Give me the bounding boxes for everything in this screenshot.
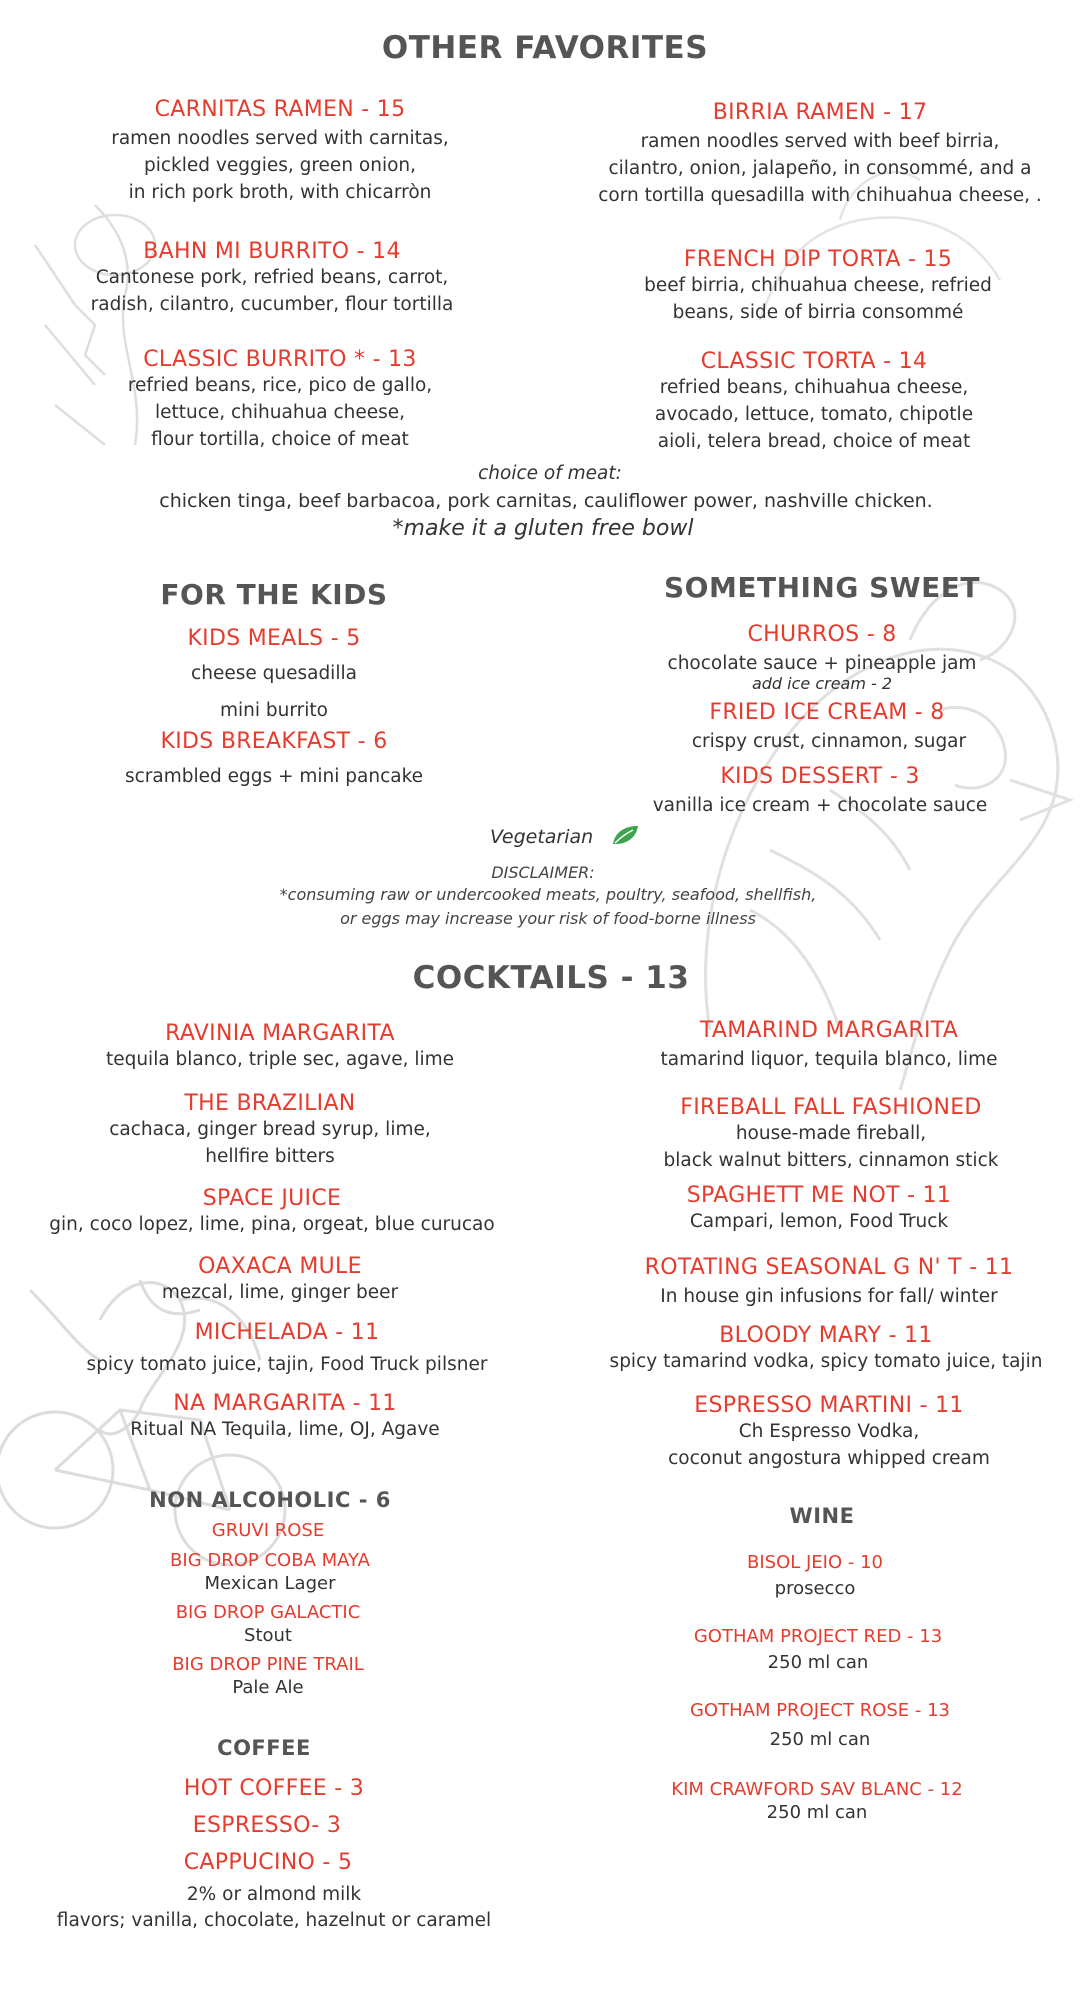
coffee-heading: COFFEE: [217, 1736, 311, 1760]
cocktail-michelada: [87, 1320, 488, 1378]
cappucino-milk-options: 2% or almond milk: [186, 1884, 362, 1905]
desc-line: mezcal, lime, ginger beer: [161, 1282, 399, 1303]
other-favorites-heading: OTHER FAVORITES: [381, 30, 709, 66]
cocktail-ravinia-margarita: [106, 1021, 454, 1073]
cocktail-spaghett-me-not: [687, 1183, 951, 1235]
cocktail-espresso-martini: [668, 1393, 990, 1472]
item-name: BISOL JEIO - 10: [746, 1552, 884, 1573]
disclaimer-line-1: *consuming raw or undercooked meats, poultry, seafood, shellfish,: [279, 885, 817, 904]
item-name: GOTHAM PROJECT ROSE - 13: [689, 1700, 951, 1721]
kids-dessert-desc: vanilla ice cream + chocolate sauce: [652, 795, 988, 816]
cocktail-the-brazilian: [109, 1091, 431, 1170]
desc-line: beef birria, chihuahua cheese, refried: [644, 275, 992, 296]
item-name: TAMARIND MARGARITA: [699, 1018, 959, 1043]
item-desc: [130, 1416, 439, 1443]
item-name: BLOODY MARY - 11: [719, 1323, 933, 1348]
desc-line: corn tortilla quesadilla with chihuahua cheese, .: [598, 185, 1042, 206]
item-desc: [687, 1208, 951, 1235]
fried-ice-cream-name: FRIED ICE CREAM - 8: [709, 700, 945, 725]
desc-line: black walnut bitters, cinnamon stick: [663, 1150, 999, 1171]
gluten-free-note: *make it a gluten free bowl: [392, 516, 694, 541]
cocktail-fireball-fall-fashioned: [664, 1095, 999, 1174]
item-name: SPAGHETT ME NOT - 11: [686, 1183, 952, 1208]
cocktail-rotating-seasonal-g-n-t: [645, 1255, 1014, 1310]
item-desc: [162, 1279, 398, 1306]
cappucino-name: CAPPUCINO - 5: [183, 1850, 353, 1875]
disclaimer-label: DISCLAIMER:: [491, 863, 595, 882]
desc-line: cilantro, onion, jalapeño, in consommé, and a: [608, 158, 1032, 179]
cocktails-heading: COCKTAILS - 13: [412, 960, 690, 996]
disclaimer-line-2: or eggs may increase your risk of food-borne illness: [340, 909, 756, 928]
desc-line: spicy tomato juice, tajin, Food Truck pilsner: [86, 1354, 488, 1375]
churros-desc: chocolate sauce + pineapple jam: [667, 653, 977, 674]
desc-line: flour tortilla, choice of meat: [151, 429, 409, 450]
kids-dessert-name: KIDS DESSERT - 3: [720, 764, 920, 789]
menu-item-bahn-mi-burrito: [91, 239, 454, 318]
desc-line: ramen noodles served with carnitas,: [111, 128, 449, 149]
for-the-kids-heading: FOR THE KIDS: [160, 578, 388, 611]
desc-line: avocado, lettuce, tomato, chipotle: [654, 404, 974, 425]
choice-of-meat-label: choice of meat:: [478, 463, 622, 484]
item-name: BIG DROP GALACTIC: [175, 1602, 361, 1623]
desc-line: ramen noodles served with beef birria,: [640, 131, 1000, 152]
item-desc: [655, 374, 973, 455]
na-big-drop-pine-trail: [172, 1654, 364, 1700]
item-name: BIG DROP COBA MAYA: [170, 1550, 370, 1571]
item-name: CARNITAS RAMEN - 15: [154, 97, 406, 122]
item-desc: [644, 272, 992, 326]
na-gruvi-rose-name: GRUVI ROSE: [211, 1520, 325, 1541]
wine-gotham-project-rose: [690, 1700, 950, 1752]
desc-line: hellfire bitters: [205, 1146, 335, 1167]
menu-item-birria-ramen: [598, 100, 1042, 209]
desc-line: house-made fireball,: [735, 1123, 927, 1144]
item-desc: [661, 1046, 998, 1073]
item-name: NA MARGARITA - 11: [173, 1391, 397, 1416]
desc-line: tamarind liquor, tequila blanco, lime: [660, 1049, 998, 1070]
item-name: CLASSIC TORTA - 14: [700, 349, 928, 374]
item-desc: [128, 372, 432, 453]
item-desc: 250 ml can: [767, 1652, 869, 1673]
desc-line: in rich pork broth, with chicarròn: [128, 182, 432, 203]
item-name: ROTATING SEASONAL G N' T - 11: [644, 1255, 1014, 1280]
kids-breakfast-desc: scrambled eggs + mini pancake: [124, 766, 424, 787]
item-desc: prosecco: [774, 1578, 856, 1599]
item-desc: Pale Ale: [232, 1677, 304, 1698]
item-desc: Mexican Lager: [204, 1573, 336, 1594]
item-desc: [610, 1348, 1043, 1375]
item-name: SPACE JUICE: [202, 1186, 342, 1211]
hot-coffee-name: HOT COFFEE - 3: [183, 1776, 365, 1801]
fried-ice-cream-desc: crispy crust, cinnamon, sugar: [691, 731, 967, 752]
wine-bisol-jeio: [747, 1552, 883, 1601]
item-name: RAVINIA MARGARITA: [165, 1021, 395, 1046]
item-name: FRENCH DIP TORTA - 15: [683, 247, 953, 272]
kids-meals-option-burrito: mini burrito: [220, 700, 328, 721]
desc-line: lettuce, chihuahua cheese,: [154, 402, 406, 423]
menu-item-classic-burrito: [128, 347, 432, 453]
espresso-name: ESPRESSO- 3: [192, 1813, 342, 1838]
item-name: BIRRIA RAMEN - 17: [712, 100, 928, 125]
cocktail-bloody-mary: [610, 1323, 1043, 1375]
churros-name: CHURROS - 8: [747, 622, 897, 647]
wine-kim-crawford-sav-blanc: [671, 1779, 962, 1825]
desc-line: pickled veggies, green onion,: [143, 155, 417, 176]
item-name: MICHELADA - 11: [194, 1320, 380, 1345]
cocktail-tamarind-margarita: [661, 1018, 998, 1073]
desc-line: Campari, lemon, Food Truck: [689, 1211, 949, 1232]
item-desc: [111, 125, 449, 206]
leaf-icon: [611, 824, 639, 850]
desc-line: Cantonese pork, refried beans, carrot,: [95, 267, 449, 288]
item-desc: [645, 1283, 1014, 1310]
cocktail-na-margarita: [130, 1391, 439, 1443]
item-desc: [87, 1351, 488, 1378]
menu-item-classic-torta: [655, 349, 973, 455]
desc-line: aioli, telera bread, choice of meat: [657, 431, 971, 452]
item-name: ESPRESSO MARTINI - 11: [694, 1393, 964, 1418]
item-desc: [109, 1116, 431, 1170]
desc-line: refried beans, rice, pico de gallo,: [127, 375, 433, 396]
desc-line: gin, coco lopez, lime, pina, orgeat, blue curucao: [49, 1214, 495, 1235]
desc-line: Ch Espresso Vodka,: [738, 1421, 920, 1442]
vegetarian-legend: [490, 824, 639, 850]
item-name: THE BRAZILIAN: [184, 1091, 356, 1116]
desc-line: radish, cilantro, cucumber, flour tortilla: [90, 294, 454, 315]
cocktail-oaxaca-mule: [162, 1254, 398, 1306]
non-alcoholic-heading: NON ALCOHOLIC - 6: [149, 1488, 391, 1512]
item-desc: [668, 1418, 990, 1472]
item-desc: [664, 1120, 999, 1174]
item-name: BIG DROP PINE TRAIL: [172, 1654, 364, 1675]
item-desc: [91, 264, 454, 318]
item-name: KIM CRAWFORD SAV BLANC - 12: [671, 1779, 963, 1800]
na-big-drop-coba-maya: [170, 1550, 370, 1596]
item-desc: Stout: [244, 1625, 292, 1646]
vegetarian-label: Vegetarian: [490, 826, 594, 848]
desc-line: In house gin infusions for fall/ winter: [660, 1286, 998, 1307]
desc-line: tequila blanco, triple sec, agave, lime: [105, 1049, 455, 1070]
something-sweet-heading: SOMETHING SWEET: [664, 571, 980, 604]
kids-meals-option-quesadilla: cheese quesadilla: [191, 663, 357, 684]
churros-addon: add ice cream - 2: [751, 674, 893, 693]
na-big-drop-galactic: [176, 1602, 361, 1648]
item-name: OAXACA MULE: [198, 1254, 362, 1279]
desc-line: refried beans, chihuahua cheese,: [659, 377, 969, 398]
menu-item-carnitas-ramen: [111, 97, 449, 206]
wine-heading: WINE: [789, 1504, 855, 1528]
item-desc: 250 ml can: [769, 1729, 871, 1750]
menu-item-french-dip-torta: [644, 247, 992, 326]
desc-line: beans, side of birria consommé: [672, 302, 964, 323]
kids-breakfast-name: KIDS BREAKFAST - 6: [160, 729, 388, 754]
item-desc: 250 ml can: [766, 1802, 868, 1823]
item-name: GOTHAM PROJECT RED - 13: [693, 1626, 943, 1647]
item-name: FIREBALL FALL FASHIONED: [680, 1095, 982, 1120]
wine-gotham-project-red: [694, 1626, 942, 1675]
item-name: BAHN MI BURRITO - 14: [143, 239, 401, 264]
kids-meals-name: KIDS MEALS - 5: [187, 626, 361, 651]
item-name: CLASSIC BURRITO * - 13: [143, 347, 417, 372]
desc-line: Ritual NA Tequila, lime, OJ, Agave: [130, 1419, 440, 1440]
item-desc: [598, 128, 1042, 209]
cocktail-space-juice: [49, 1186, 494, 1238]
choice-of-meat-options: chicken tinga, beef barbacoa, pork carnitas, cauliflower power, nashville chicken.: [159, 490, 933, 512]
desc-line: spicy tamarind vodka, spicy tomato juice, tajin: [609, 1351, 1043, 1372]
desc-line: cachaca, ginger bread syrup, lime,: [109, 1119, 431, 1140]
item-desc: [106, 1046, 454, 1073]
item-desc: [49, 1211, 494, 1238]
desc-line: coconut angostura whipped cream: [668, 1448, 990, 1469]
cappucino-flavor-options: flavors; vanilla, chocolate, hazelnut or caramel: [56, 1910, 492, 1931]
